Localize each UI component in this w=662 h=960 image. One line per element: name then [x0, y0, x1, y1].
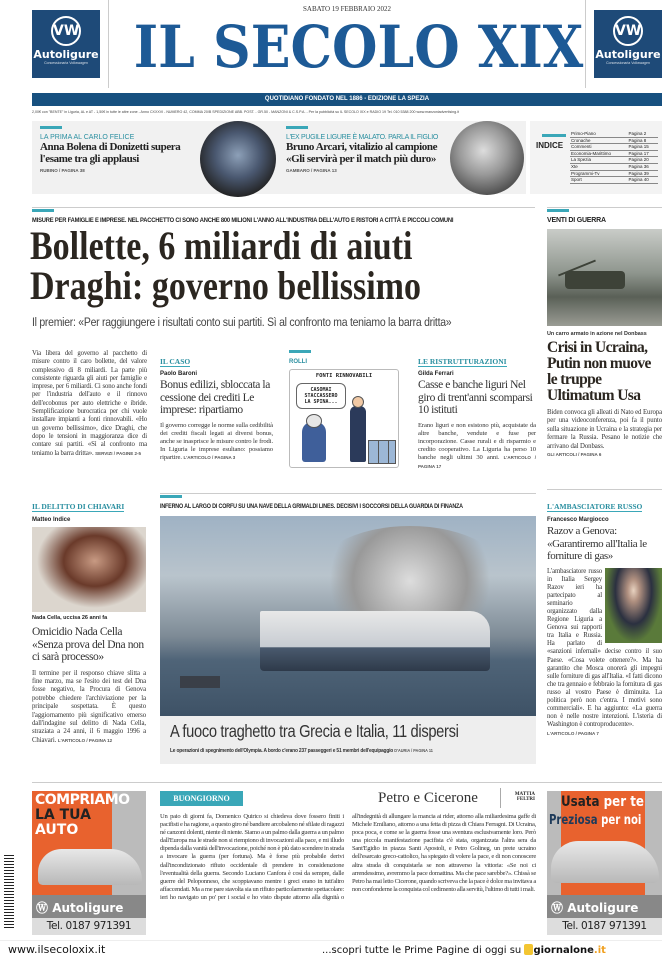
index-page: Pagina 40	[628, 177, 659, 184]
index-page: Pagina 20	[628, 157, 659, 164]
ad-brand: Ⓦ Autoligure	[36, 901, 124, 915]
index-row[interactable]	[570, 163, 658, 170]
chiavari-kicker: IL DELITTO DI CHIAVARI	[32, 502, 125, 511]
buongiorno-body: Un paio di giorni fa, Domenico Quirico si chiedeva dove fossero finiti i pacifisti e ha ragione, a questo giro né bandiere arcobaleno né sfilate di ragazzi né canzoni dolenti, niente di niente. Siamo a un palmo dalla guerra a un palmo dall'Europa ma le strade non si riempiono di invocazioni alla pace, e mi illudo dipenda dalla vanità dell'invocazione, poiché non è più dato scendere in strada a invocare la guerra (per fortuna). Ma è forse più probabile derivi dall'incondizionato rifiuto occidentale di prendere in considerazione l'eventualità della guerra. Secondo Luciano Canfora è così da sempre, dalle guerre del Peloponneso, che scoppiavano mentre i greci erano in tutt'altro affaccendati. Ma a me pare stavolta sia un rifiuto particolarmente spettacolare: ieri ho navigato un po' per i social e ho visto dispute attorno alla dignità o all'indegnità di allungare la mancia ai rider, attorno alla miliardesima gaffe di Michele Emiliano, attorno a una fetta di pizza di Chiara Ferragni. Di Ucraina, poca poca, e come se la guerra fosse una sventura esclusivamente loro. Però una piccola manifestazione pacifista c'è stata, organizzata l'altra sera da Sant'Egidio in piazza Santi Apostoli, e Petro Golineg, un prete ucraino dell'esarcato greco-cattolico, ha spiegato di volere la pace, e di non conoscere altra strada di conquistarla se non attraverso la vittoria: «Se noi ci arrendessimo, avremmo la pace domattina. Ma che pace sarebbe?». Chissà se Petro ha mai letto Cicerone, quando scriveva che la pace è dolce ma invitava a non confonderne la conquista col cedimento alla servitù, l'ultimo di tutti i mali.	[160, 813, 536, 901]
chiavari-body: Il termine per il responso chiave slitta a fine marzo, ma se l'esito dei test del Dna fosse negativo, la Procura di Genova potrebbe chiedere l'archiviazione per la principale sospettata. È questo l'aggiornamento più significativo emerso dall'indagine sul delitto di Nada Cella, straziata a 24 anni, il 6 maggio 1996 a Chiavari.	[32, 669, 146, 744]
ad-line2a: Preziosa	[549, 813, 598, 828]
ad-line1	[561, 794, 644, 810]
razov-kicker: L'AMBASCIATORE RUSSO	[547, 502, 643, 511]
razov-sign: L'ARTICOLO / PAGINA 7	[547, 731, 599, 737]
article-bonus[interactable]	[160, 351, 273, 463]
barcode	[4, 855, 14, 930]
car-image	[38, 849, 142, 885]
index-row[interactable]	[570, 170, 658, 177]
index-row[interactable]	[570, 150, 658, 157]
divider	[500, 788, 501, 808]
footer-giornalone: giornalone	[533, 945, 594, 956]
index-page: Pagina 17	[628, 150, 659, 157]
cartoon-author: ROLLI	[289, 359, 307, 365]
ristr-sign: L'ARTICOLO / PAGINA 17	[418, 455, 536, 469]
ad-line2: LA TUA	[35, 807, 91, 823]
opera-singer-photo	[200, 121, 276, 197]
ad-line3: AUTO	[35, 822, 79, 838]
ad-line1: COMPRIAMO	[35, 792, 130, 808]
divider	[585, 0, 586, 88]
index-section: Programmi-Tv	[570, 170, 628, 177]
index-section: Economia-Marittimo	[570, 150, 628, 157]
ad-sub: Concessionaria Volkswagen	[606, 61, 650, 65]
ferry-kicker: INFERNO AL LARGO DI CORFÙ SU UNA NAVE DELLA GRIMALDI LINES. DECISIVI I SOCCORSI DELLA GUARDIA DI FINANZA	[160, 504, 463, 510]
teaser-kicker: LA PRIMA AL CARLO FELICE	[40, 134, 135, 141]
caso-sign: L'ARTICOLO / PAGINA 3	[183, 455, 236, 461]
boxer-photo	[450, 121, 524, 195]
cartoon	[289, 350, 399, 468]
index-box	[530, 121, 662, 194]
lead-kicker: MISURE PER FAMIGLIE E IMPRESE. NEL PACCHETTO CI SONO ANCHE 800 MILIONI L'ANNO ALL'INDUSTRIA DELL'AUTO E RISTORI A CITTÀ E PICCOLI COMUNI	[32, 217, 454, 224]
index-page: Pagina 8	[628, 137, 659, 144]
razov-author: Francesco Margiocco	[547, 517, 609, 523]
chiavari-caption: Nada Cella, uccisa 26 anni fa	[32, 615, 108, 621]
razov-body: L'ambasciatore russo in Italia Sergey Razov ieri ha partecipato al seminario organizzato dalla Regione Liguria a Genova sui rapporti tra Italia e Russia. Ha parlato di «sanzioni infernali» decise contro il suo Paese. «Cosa volete ottenere?». Ma ha garantito che Mosca onorerà gli impegni sulle forniture di gas all'Italia. «I fatti dicono che tra gennaio e febbraio la fornitura di gas russo al vostro Paese è diminuita. La politica però non c'entra. I motivi sono commerciali». E ha aggiunto: «La guerra non è nelle nostre intenzioni. L'isteria di Washington è controproducente».	[547, 567, 662, 729]
index-page: Pagina 36	[628, 163, 659, 170]
lead-subline: Il premier: «Per raggiungere i risultati conto sui partiti. Sì al confronto ma teniamo la barra dritta»	[32, 315, 452, 329]
ad-line1a: Usata	[561, 794, 600, 810]
footer-promo[interactable]	[322, 944, 606, 956]
cartoon-speech-bubble: CASOMAI STACCASSERO LA SPINA...	[296, 383, 346, 409]
ferry-subline: Le operazioni di spegnimento dell'Olympia. A bordo c'erano 237 passeggeri e 51 membri dell'equipaggio	[170, 748, 394, 754]
chiavari-sign: L'ARTICOLO / PAGINA 12	[57, 737, 113, 743]
ristr-body: Erano liguri e non esistono più, acquistate da altre banche, vendute e fuse per incorporazione. Casse rurali e di risparmio e credito cooperativo. La Liguria ha perso 10 banche negli ultimi 30 anni.	[418, 421, 536, 462]
index-section: Primo-Piano	[570, 131, 628, 137]
vw-logo-icon: Ⓦ	[36, 901, 49, 915]
footer-site-link[interactable]: www.ilsecoloxix.it	[8, 943, 106, 956]
lead-sign: SERVIZI / PAGINE 2-5	[95, 450, 141, 456]
index-title: INDICE	[536, 141, 564, 150]
newspaper-title: IL SECOLO XIX	[133, 13, 584, 81]
ristr-author: Gilda Ferrari	[418, 371, 454, 377]
buongiorno-title[interactable]: Petro e Cicerone	[378, 790, 478, 806]
nada-cella-photo	[32, 527, 146, 612]
burning-ferry-photo	[160, 516, 536, 716]
footer-tld: .it	[593, 945, 606, 956]
index-row[interactable]	[570, 144, 658, 151]
ukraine-headline: Crisi in Ucraina, Putin non muove le truppe Ultimatum Usa	[547, 339, 651, 404]
tank-photo	[547, 229, 662, 326]
vw-logo-icon: VW	[613, 16, 643, 46]
index-section: Cronache	[570, 137, 628, 144]
caso-kicker: IL CASO	[160, 357, 191, 366]
tagline-bar: QUOTIDIANO FONDATO NEL 1886 - EDIZIONE LA SPEZIA	[32, 93, 662, 106]
article-banche[interactable]	[418, 351, 536, 471]
article-razov[interactable]	[547, 496, 662, 736]
teaser-sign: RUBINO / PAGINA 38	[40, 168, 85, 173]
ad-brand: Ⓦ Autoligure	[551, 901, 639, 915]
ad-compriamo[interactable]	[32, 791, 146, 935]
buongiorno-label: BUONGIORNO	[160, 791, 243, 806]
cartoon-panel	[289, 369, 399, 468]
tank-caption: Un carro armato in azione nel Donbass	[547, 331, 647, 337]
ad-usata[interactable]	[547, 791, 662, 935]
index-row[interactable]	[570, 177, 658, 184]
index-row[interactable]	[570, 137, 658, 144]
teaser-opera[interactable]	[40, 126, 198, 173]
ferry-headline: A fuoco traghetto tra Grecia e Italia, 11 dispersi	[170, 721, 459, 741]
cartoon-title: FONTI RINNOVABILI	[315, 373, 373, 379]
caso-body: Il governo corregge le norme sulla cedibilità dei crediti fiscali legati ai diversi bonus, anche se inasprisce le misure contro le frodi. In Liguria le imprese esultano: possiamo ripartire.	[160, 421, 273, 462]
teaser-arcari[interactable]	[286, 126, 450, 173]
ukraine-sign: GLI ARTICOLI / PAGINA 6	[547, 452, 602, 458]
chiavari-author: Matteo Indice	[32, 517, 71, 523]
issue-date: SABATO 19 FEBBRAIO 2022	[303, 5, 391, 13]
divider	[108, 0, 109, 88]
article-ukraine[interactable]	[547, 340, 662, 457]
index-section: Commenti	[570, 144, 628, 151]
teaser-sign: GAMBARO / PAGINA 13	[286, 168, 337, 173]
index-table	[570, 131, 658, 184]
ukraine-body: Biden convoca gli alleati di Nato ed Europa per una videoconferenza, poi fa il punto sulla situazione in Ucraina e la strategia per fermare la Russia. Pesano le notizie che arrivano dal Donbass.	[547, 409, 662, 450]
razov-photo	[605, 568, 662, 643]
caso-author: Paolo Baroni	[160, 371, 198, 377]
ad-line1b: per te	[603, 794, 645, 810]
ferry-caption-box[interactable]	[160, 716, 536, 764]
ad-sub: Concessionaria Volkswagen	[44, 61, 88, 65]
price-info-line: 2,00€ con "BENTE" in Liguria, AL e AT - 1,50€ in tutte le altre zone - Anno CXXXVI - NUMERO 42, COMMA 20/B SPEDIZIONE ABB. POST. - GR.50 - MANZONI & C.S.P.A. - Per la pubblicità su IL SECOLO XIX e RADIO 19 Tel. 010 5388 200 www.manzoniadvertising.it	[32, 110, 459, 114]
vw-logo-icon: Ⓦ	[551, 901, 564, 915]
teaser-headline: Bruno Arcari, vitalizio al campione «Gli servirà per il match più duro»	[286, 141, 438, 165]
lead-headline-line2: Draghi: governo bellissimo	[30, 263, 421, 308]
lead-body: Via libera del governo al pacchetto di misure contro il caro bollette, del valore complessivo di 8 miliardi. La parte più consistente riguarda gli aiuti per famiglie e imprese, per 6 miliardi. Ci sono anche fondi per l'industria dell'auto e il rinnovo dell'ecobonus per auto elettriche e ibride. Semplificazione burocratica per chi vuole installare impianti a fonti rinnovabili. «Ho un governo bellissimo», dice Draghi, che dopo le tensioni in maggioranza dice di contare sui partiti. «Sì al confronto ma teniamo la barra dritta». SERVIZI / PAGINE 2-5	[32, 350, 147, 457]
article-nada-cella[interactable]	[32, 496, 146, 745]
ristr-headline: Casse e banche liguri Nel giro di trent'anni scomparsi 10 istituti	[418, 379, 533, 416]
buongiorno-author: MATTIA FELTRI	[514, 792, 535, 802]
ristr-kicker: LE RISTRUTTURAZIONI	[418, 357, 507, 366]
ad-brand: Autoligure	[33, 48, 99, 61]
caso-headline: Bonus edilizi, sbloccata la cessione dei crediti Le imprese: ripartiamo	[160, 379, 270, 416]
razov-headline: Razov a Genova: «Garantiremo all'Italia le forniture di gas»	[547, 525, 647, 562]
teaser-kicker: L'EX PUGILE LIGURE È MALATO. PARLA IL FIGLIO	[286, 134, 439, 141]
index-page: Pagina 2	[628, 131, 659, 137]
lead-headline-line1: Bollette, 6 miliardi di aiuti	[30, 223, 413, 268]
index-row[interactable]	[570, 157, 658, 164]
teaser-headline: Anna Bolena di Donizetti supera l'esame tra gli applausi	[40, 141, 181, 165]
vw-logo-icon: VW	[51, 16, 81, 46]
ad-line2	[549, 813, 641, 828]
ferry-sign: D'AURIA / PAGINA 11	[394, 748, 433, 753]
index-page: Pagina 15	[628, 144, 659, 151]
chiavari-headline: Omicidio Nada Cella «Senza prova del Dna non ci sarà processo»	[32, 626, 144, 663]
index-section: Sport	[570, 177, 628, 184]
ad-brand: Autoligure	[595, 48, 661, 61]
index-page: Pagina 39	[628, 170, 659, 177]
autoligure-ad-right[interactable]	[594, 10, 662, 78]
ad-tel: Tel. 0187 971391	[32, 918, 146, 935]
index-section: La Spezia	[570, 157, 628, 164]
ukraine-kicker: VENTI DI GUERRA	[547, 217, 606, 224]
lead-headline[interactable]	[30, 223, 421, 308]
ad-line2b: per noi	[601, 813, 642, 828]
footer-promo-text: ...scopri tutte le Prime Pagine di oggi su	[322, 945, 522, 956]
ad-tel: Tel. 0187 971391	[547, 918, 662, 935]
autoligure-ad-left[interactable]	[32, 10, 100, 78]
car-image	[551, 841, 659, 883]
index-section: Xte	[570, 163, 628, 170]
